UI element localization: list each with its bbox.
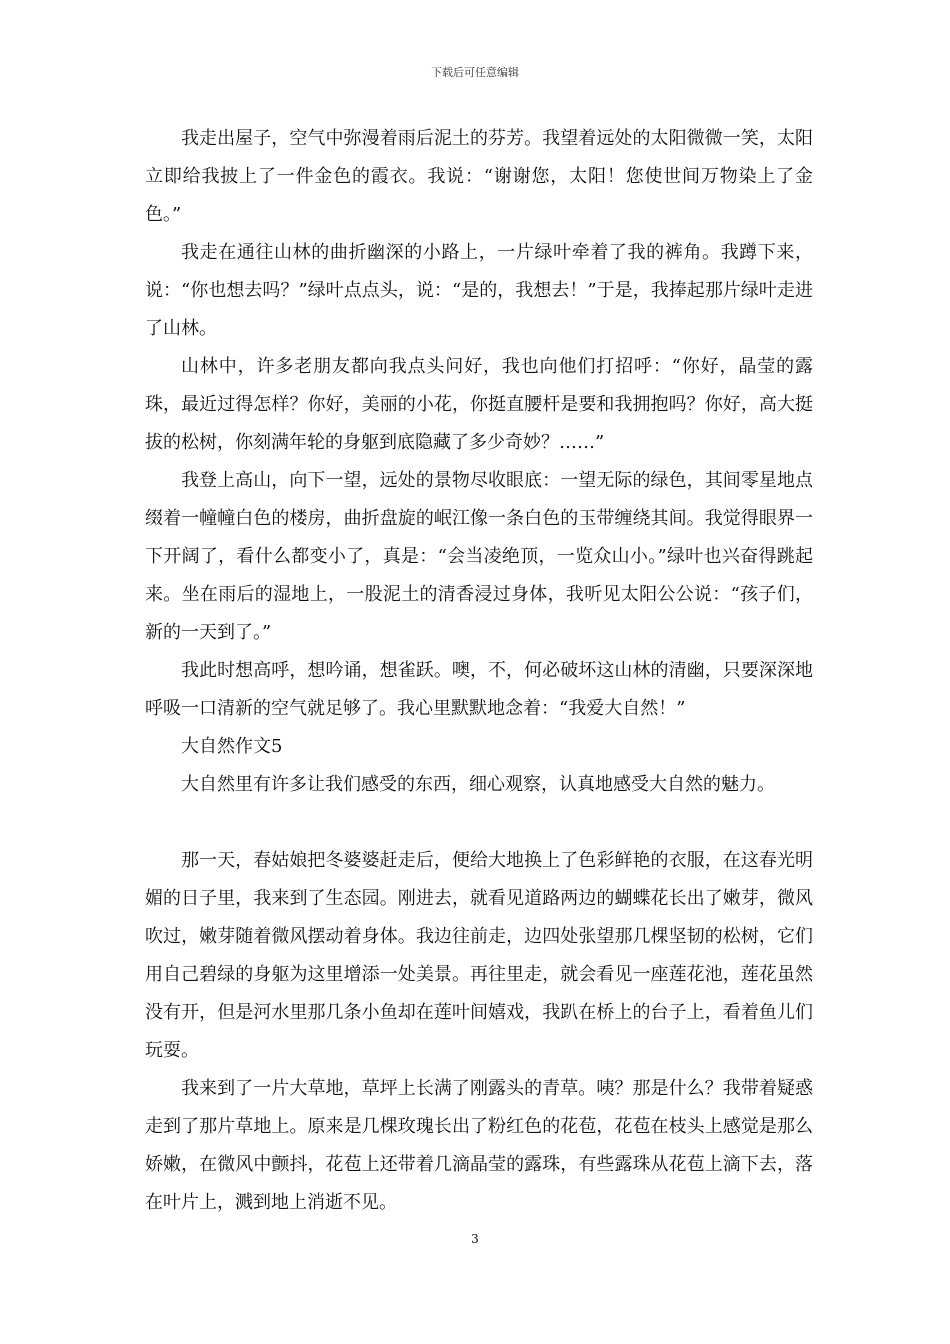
page-header: 下载后可任意编辑 (431, 66, 519, 79)
paragraph-essay-intro: 大自然里有许多让我们感受的东西，细心观察，认真地感受大自然的魅力。 (181, 774, 775, 795)
page-number: 3 (471, 1232, 479, 1246)
paragraph-eco-park: 那一天，春姑娘把冬婆婆赶走后，便给大地换上了色彩鲜艳的衣服，在这春光明媚的日子里，我来到了生态园。刚进去，就看见道路两边的蝴蝶花长出了嫩芽，微风吹过，嫩芽随着微风摆动着身体。我边往前走，边四处张望那几棵坚韧的松树，它们用自己碧绿的身躯为这里增添一处美景。再往里走，就会看见一座莲花池，莲花虽然没有开，但是河水里那几条小鱼却在莲叶间嬉戏，我趴在桥上的台子上，看着鱼儿们玩耍。 (145, 850, 813, 1061)
paragraph-i-love-nature: 我此时想高呼，想吟诵，想雀跃。噢，不，何必破坏这山林的清幽，只要深深地呼吸一口清新的空气就足够了。我心里默默地念着：“我爱大自然！” (145, 660, 813, 719)
paragraph-mountain-path: 我走在通往山林的曲折幽深的小路上，一片绿叶牵着了我的裤角。我蹲下来，说：“你也想去吗？”绿叶点点头，说：“是的，我想去！”于是，我捧起那片绿叶走进了山林。 (145, 242, 813, 339)
paragraph-leaving-house: 我走出屋子，空气中弥漫着雨后泥土的芬芳。我望着远处的太阳微微一笑，太阳立即给我披上了一件金色的霞衣。我说：“谢谢您，太阳！您使世间万物染上了金色。” (145, 128, 813, 225)
paragraph-forest-greetings: 山林中，许多老朋友都向我点头问好，我也向他们打招呼：“你好，晶莹的露珠，最近过得怎样？你好，美丽的小花，你挺直腰杆是要和我拥抱吗？你好，高大挺拔的松树，你刻满年轮的身躯到底隐藏了多少奇妙？……” (145, 356, 813, 453)
paragraph-grassland: 我来到了一片大草地，草坪上长满了刚露头的青草。咦？那是什么？我带着疑惑走到了那片草地上。原来是几棵玫瑰长出了粉红色的花苞，花苞在枝头上感觉是那么娇嫩，在微风中颤抖，花苞上还带着几滴晶莹的露珠，有些露珠从花苞上滴下去，落在叶片上，溅到地上消逝不见。 (145, 1078, 813, 1213)
essay-heading: 大自然作文5 (181, 736, 283, 757)
paragraph-mountain-top: 我登上高山，向下一望，远处的景物尽收眼底：一望无际的绿色，其间零星地点缀着一幢幢白色的楼房，曲折盘旋的岷江像一条白色的玉带缠绕其间。我觉得眼界一下开阔了，看什么都变小了，真是：“会当凌绝顶，一览众山小。”绿叶也兴奋得跳起来。坐在雨后的湿地上，一股泥土的清香浸过身体，我听见太阳公公说：“孩子们，新的一天到了。” (145, 470, 813, 643)
document-body (145, 120, 813, 1222)
